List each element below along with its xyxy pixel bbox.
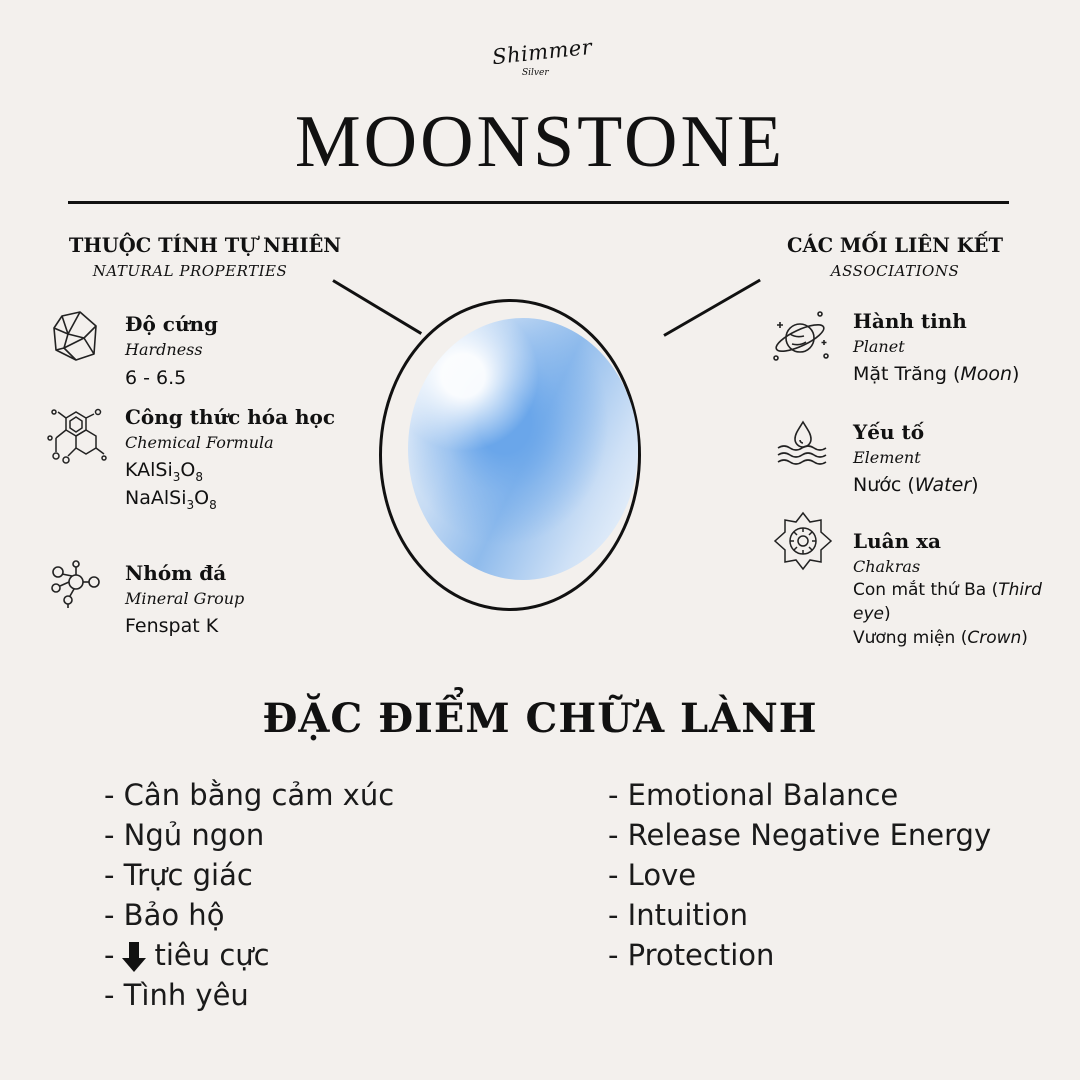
molecule-group-icon xyxy=(48,558,104,610)
hardness-subtitle: Hardness xyxy=(125,340,203,359)
mineral-group-subtitle: Mineral Group xyxy=(125,589,245,608)
brand-logo xyxy=(480,34,600,88)
water-icon xyxy=(774,418,832,466)
chakras-value-1: Con mắt thứ Ba (Third xyxy=(853,580,1042,600)
healing-vi-item: - Bảo hộ xyxy=(104,898,225,932)
logo-main-text: Shimmer xyxy=(491,34,594,70)
element-title: Yếu tố xyxy=(853,420,925,444)
chemical-formula-subtitle: Chemical Formula xyxy=(125,433,274,452)
title-divider xyxy=(68,201,1009,204)
healing-en-item: - Release Negative Energy xyxy=(608,818,992,852)
healing-heading: ĐẶC ĐIỂM CHỮA LÀNH xyxy=(262,695,818,742)
chemical-formula-value-2: $NaAlSi_3O_8$ xyxy=(125,487,217,512)
element-subtitle: Element xyxy=(853,448,921,467)
chemical-formula-title: Công thức hóa học xyxy=(125,405,336,429)
healing-vi-item: - Ngủ ngon xyxy=(104,818,265,852)
healing-en-item: - Love xyxy=(608,858,697,892)
healing-vi-item: - Trực giác xyxy=(104,858,253,892)
natural-properties-subheading: NATURAL PROPERTIES xyxy=(92,262,288,280)
lotus-icon xyxy=(772,510,834,572)
mineral-group-value: Fenspat K xyxy=(125,615,219,637)
chemical-formula-value-1: $KAlSi_3O_8$ xyxy=(125,459,203,484)
healing-vi-item-reduce-negative: - tiêu cực xyxy=(104,938,270,972)
associations-heading: CÁC MỐI LIÊN KẾT xyxy=(786,234,1004,257)
moonstone-image xyxy=(408,318,638,580)
planet-icon xyxy=(770,306,834,366)
page-title: MOONSTONE xyxy=(294,101,786,183)
healing-vi-item: - Tình yêu xyxy=(104,978,249,1012)
right-connector-line xyxy=(663,279,761,337)
chakras-value-2: Vương miện (Crown) xyxy=(853,628,1028,648)
planet-title: Hành tinh xyxy=(853,309,967,333)
arrow-down-icon xyxy=(120,940,148,974)
logo-sub-text: Silver xyxy=(522,68,549,78)
natural-properties-heading: THUỘC TÍNH TỰ NHIÊN xyxy=(68,234,342,257)
healing-en-item: - Protection xyxy=(608,938,775,972)
healing-en-item: - Intuition xyxy=(608,898,748,932)
chakras-title: Luân xa xyxy=(853,529,941,553)
healing-list-en xyxy=(608,775,991,975)
healing-en-item: - Emotional Balance xyxy=(608,778,899,812)
healing-list-vi xyxy=(104,775,394,1015)
crystal-icon xyxy=(52,310,100,362)
planet-value: Mặt Trăng (Moon) xyxy=(853,363,1020,385)
hardness-title: Độ cứng xyxy=(125,312,219,336)
healing-vi-item: - Cân bằng cảm xúc xyxy=(104,778,395,812)
planet-subtitle: Planet xyxy=(853,337,905,356)
molecule-icon xyxy=(46,408,108,468)
left-connector-line xyxy=(332,279,422,335)
chakras-value-1-cont: eye) xyxy=(853,604,891,624)
hardness-value: 6 - 6.5 xyxy=(125,367,187,389)
element-value: Nước (Water) xyxy=(853,474,979,496)
chakras-subtitle: Chakras xyxy=(853,557,921,576)
stone-image-clip xyxy=(379,299,641,611)
associations-subheading: ASSOCIATIONS xyxy=(830,262,960,280)
mineral-group-title: Nhóm đá xyxy=(125,561,227,585)
